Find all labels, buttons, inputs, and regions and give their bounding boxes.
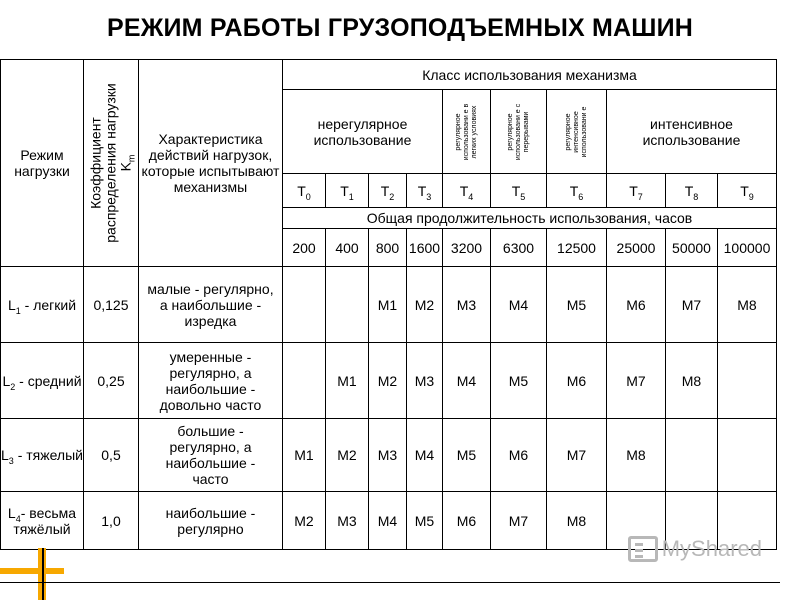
class-cell <box>718 419 777 492</box>
hours-cell: 25000 <box>607 229 666 267</box>
header-intensive: интенсивное использование <box>607 90 777 174</box>
hours-cell: 800 <box>369 229 407 267</box>
row-coefficient: 0,5 <box>84 419 139 492</box>
hours-cell: 6300 <box>491 229 547 267</box>
class-cell: M5 <box>443 419 491 492</box>
class-cell: M8 <box>547 492 607 550</box>
header-irregular: нерегулярное использование <box>283 90 443 174</box>
class-cell: M8 <box>666 343 718 419</box>
t-class-cell: $T_7$ <box>607 174 666 208</box>
class-cell <box>326 267 369 343</box>
t-class-cell: $T_5$ <box>491 174 547 208</box>
header-reg-breaks: регулярное использовани е с перерывами <box>491 90 547 174</box>
hours-cell: 1600 <box>407 229 443 267</box>
header-mode: Режим нагрузки <box>1 60 84 267</box>
class-cell: M6 <box>443 492 491 550</box>
decor-black-line-h <box>0 582 780 583</box>
header-reg-light: регулярное использовани е в легких условиях <box>443 90 491 174</box>
class-cell: M4 <box>407 419 443 492</box>
class-cell: M3 <box>326 492 369 550</box>
row-mode: $L_4-$ весьма тяжёлый <box>1 492 84 550</box>
class-cell: M1 <box>326 343 369 419</box>
decor-black-line-v <box>42 548 44 600</box>
t-class-cell: $T_8$ <box>666 174 718 208</box>
row-mode: $L_2$ - средний <box>1 343 84 419</box>
class-cell: M6 <box>491 419 547 492</box>
hours-cell: 12500 <box>547 229 607 267</box>
class-cell: M7 <box>491 492 547 550</box>
row-description: малые - регулярно, а наибольшие - изредка <box>139 267 283 343</box>
header-reg-intensive: регулярное интенсивное использовани е <box>547 90 607 174</box>
t-class-cell: $T_4$ <box>443 174 491 208</box>
class-cell: M4 <box>491 267 547 343</box>
class-cell <box>283 267 326 343</box>
table-row <box>1 267 777 343</box>
class-cell: M8 <box>607 419 666 492</box>
class-cell: M2 <box>369 343 407 419</box>
class-cell: M6 <box>607 267 666 343</box>
row-description: наибольшие - регулярно <box>139 492 283 550</box>
class-cell: M2 <box>326 419 369 492</box>
table-row <box>1 419 777 492</box>
t-class-cell: $T_9$ <box>718 174 777 208</box>
row-coefficient: 0,125 <box>84 267 139 343</box>
decor-horizontal-bar <box>0 568 64 574</box>
class-cell: M4 <box>443 343 491 419</box>
class-cell: M5 <box>547 267 607 343</box>
presentation-icon <box>628 536 658 562</box>
row-mode: $L_3$ - тяжелый <box>1 419 84 492</box>
load-mode-table <box>0 59 777 550</box>
header-class-usage: Класс использования механизма <box>283 60 777 90</box>
class-cell: M3 <box>443 267 491 343</box>
hours-cell: 400 <box>326 229 369 267</box>
t-class-cell: $T_6$ <box>547 174 607 208</box>
hours-cell: 200 <box>283 229 326 267</box>
row-coefficient: 1,0 <box>84 492 139 550</box>
hours-cell: 50000 <box>666 229 718 267</box>
class-cell: M7 <box>547 419 607 492</box>
class-cell: M4 <box>369 492 407 550</box>
class-cell <box>718 343 777 419</box>
class-cell: M8 <box>718 267 777 343</box>
class-cell: M7 <box>666 267 718 343</box>
header-coefficient: Коэффициент распределения нагрузки $K_m$ <box>84 60 139 267</box>
row-description: большие - регулярно, а наибольшие - часто <box>139 419 283 492</box>
t-class-cell: $T_3$ <box>407 174 443 208</box>
row-coefficient: 0,25 <box>84 343 139 419</box>
class-cell: M6 <box>547 343 607 419</box>
class-cell: M1 <box>283 419 326 492</box>
hours-cell: 3200 <box>443 229 491 267</box>
class-cell: M2 <box>407 267 443 343</box>
class-cell: M1 <box>369 267 407 343</box>
class-cell: M5 <box>491 343 547 419</box>
header-characteristic: Характеристика действий нагрузок, которые испытывают механизмы <box>139 60 283 267</box>
class-cell: M3 <box>407 343 443 419</box>
class-cell <box>666 419 718 492</box>
class-cell: M2 <box>283 492 326 550</box>
row-description: умеренные - регулярно, а наибольшие - довольно часто <box>139 343 283 419</box>
header-total-duration: Общая продолжительность использования, часов <box>283 208 777 229</box>
class-cell: M7 <box>607 343 666 419</box>
row-mode: $L_1$ - легкий <box>1 267 84 343</box>
table-row <box>1 343 777 419</box>
hours-cell: 100000 <box>718 229 777 267</box>
class-cell <box>283 343 326 419</box>
t-class-cell: $T_2$ <box>369 174 407 208</box>
t-class-cell: $T_0$ <box>283 174 326 208</box>
watermark: MyShared <box>628 536 762 562</box>
class-cell: M5 <box>407 492 443 550</box>
page-title: РЕЖИМ РАБОТЫ ГРУЗОПОДЪЕМНЫХ МАШИН <box>106 14 694 42</box>
t-class-cell: $T_1$ <box>326 174 369 208</box>
class-cell: M3 <box>369 419 407 492</box>
